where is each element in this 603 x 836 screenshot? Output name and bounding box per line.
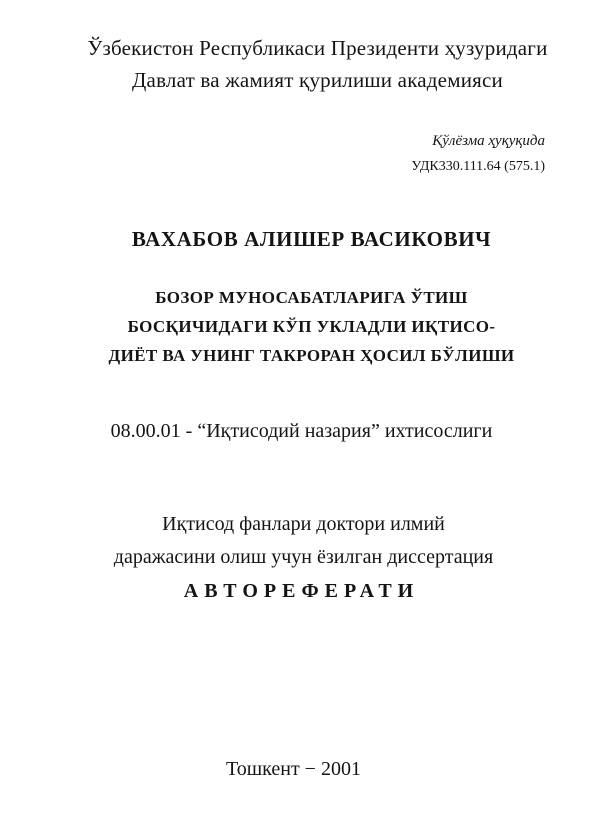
degree-line-1: Иқтисод фанлари доктори илмий — [162, 513, 445, 535]
title-line-3: ДИЁТ ВА УНИНГ ТАКРОРАН ҲОСИЛ БЎЛИШИ — [108, 346, 515, 365]
city-year: Тошкент − 2001 — [226, 758, 361, 780]
abstract-label: АВТОРЕФЕРАТИ — [183, 580, 420, 602]
author-name: ВАХАБОВ АЛИШЕР ВАСИКОВИЧ — [131, 227, 492, 251]
degree-line-2: даражасини олиш учун ёзилган диссертация — [113, 546, 494, 568]
udk-code: УДК330.111.64 (575.1) — [411, 159, 545, 174]
institution-line-1: Ўзбекистон Республикаси Президенти ҳузуридаги — [87, 36, 548, 60]
title-line-2: БОСҚИЧИДАГИ КЎП УКЛАДЛИ ИҚТИСО- — [127, 317, 496, 336]
title-line-1: БОЗОР МУНОСАБАТЛАРИГА ЎТИШ — [155, 288, 468, 307]
specialty: 08.00.01 - “Иқтисодий назария” ихтисослиги — [110, 420, 493, 442]
rights-note: Қўлёзма ҳуқуқида — [432, 133, 545, 149]
institution-line-2: Давлат ва жамият қурилиши академияси — [132, 68, 503, 92]
